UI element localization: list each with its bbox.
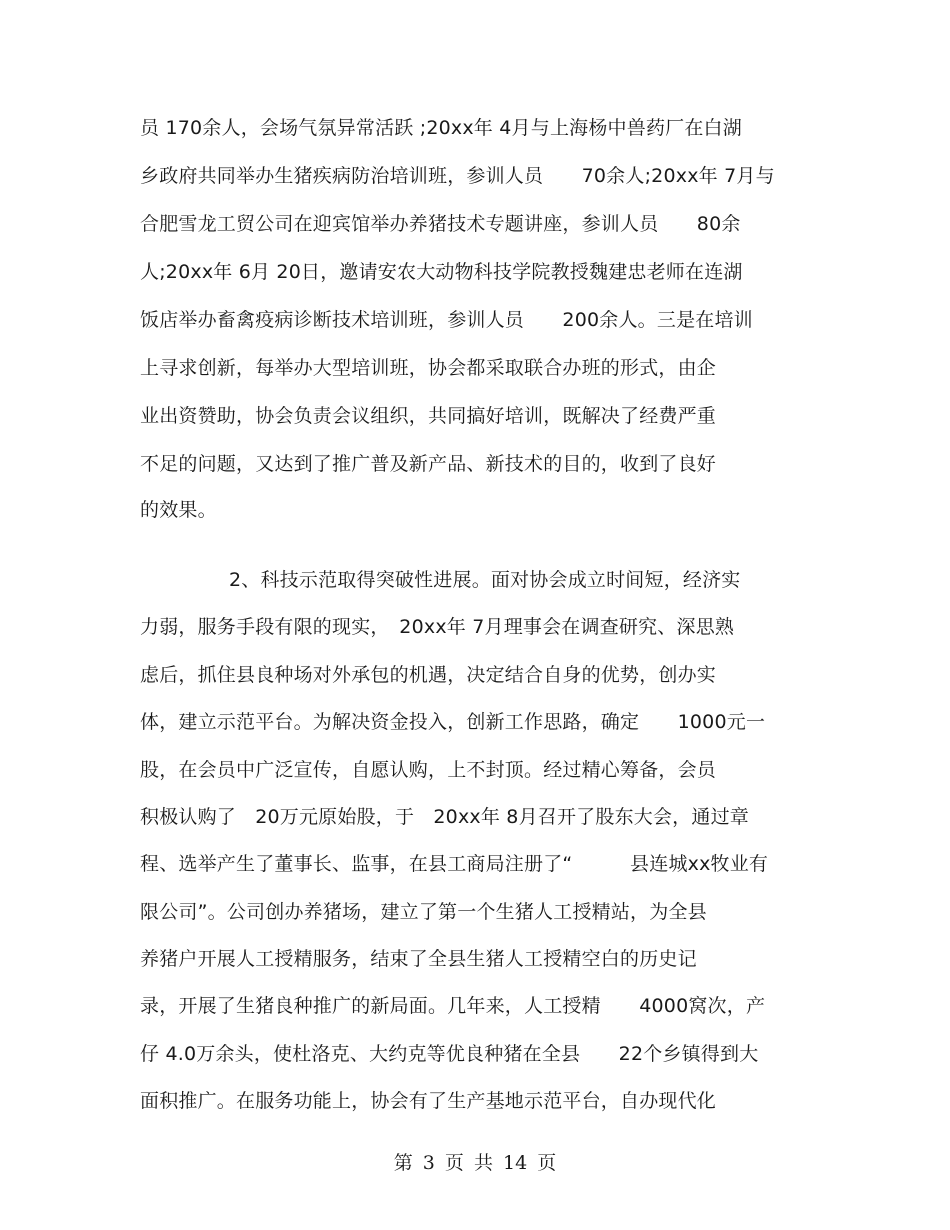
- text-line: 的效果。: [140, 499, 217, 521]
- paragraph-heading-line: 2、科技示范取得突破性进展。面对协会成立时间短，经济实: [229, 569, 741, 591]
- text-line: 力弱，服务手段有限的现实， 20xx年 7月理事会在调查研究、深思熟: [140, 616, 735, 638]
- text-line: 合肥雪龙工贸公司在迎宾馆举办养猪技术专题讲座，参训人员 80余: [140, 213, 741, 235]
- text-line: 上寻求创新，每举办大型培训班，协会都采取联合办班的形式，由企: [140, 357, 717, 379]
- text-line: 虑后，抓住县良种场对外承包的机遇，决定结合自身的优势，创办实: [140, 664, 717, 686]
- page-number-footer: 第 3 页 共 14 页: [393, 1152, 557, 1174]
- text-line: 饭店举办畜禽疫病诊断技术培训班，参训人员 200余人。三是在培训: [140, 309, 753, 331]
- text-line: 体，建立示范平台。为解决资金投入，创新工作思路，确定 1000元一: [140, 711, 766, 733]
- text-line: 人;20xx年 6月 20日，邀请安农大动物科技学院教授魏建忠老师在连湖: [140, 261, 743, 283]
- text-line: 仔 4.0万余头，使杜洛克、大约克等优良种猪在全县 22个乡镇得到大: [140, 1043, 759, 1065]
- text-line: 养猪户开展人工授精服务，结束了全县生猪人工授精空白的历史记: [140, 948, 697, 970]
- text-line: 录，开展了生猪良种推广的新局面。几年来，人工授精 4000窝次，产: [140, 995, 766, 1017]
- text-line: 员 170余人，会场气氛异常活跃 ;20xx年 4月与上海杨中兽药厂在白湖: [140, 117, 742, 139]
- text-line: 业出资赞助，协会负责会议组织，共同搞好培训，既解决了经费严重: [140, 405, 717, 427]
- text-line: 面积推广。在服务功能上，协会有了生产基地示范平台，自办现代化: [140, 1090, 717, 1112]
- text-line: 限公司”。公司创办养猪场，建立了第一个生猪人工授精站，为全县: [140, 901, 707, 923]
- text-line: 股，在会员中广泛宣传，自愿认购，上不封顶。经过精心筹备，会员: [140, 759, 717, 781]
- text-line: 程、选举产生了董事长、监事，在县工商局注册了“ 县连城xx牧业有: [140, 853, 769, 875]
- text-line: 不足的问题，又达到了推广普及新产品、新技术的目的，收到了良好: [140, 453, 717, 475]
- text-line: 积极认购了 20万元原始股，于 20xx年 8月召开了股东大会，通过章: [140, 806, 749, 828]
- text-line: 乡政府共同举办生猪疾病防治培训班，参训人员 70余人;20xx年 7月与: [140, 165, 775, 187]
